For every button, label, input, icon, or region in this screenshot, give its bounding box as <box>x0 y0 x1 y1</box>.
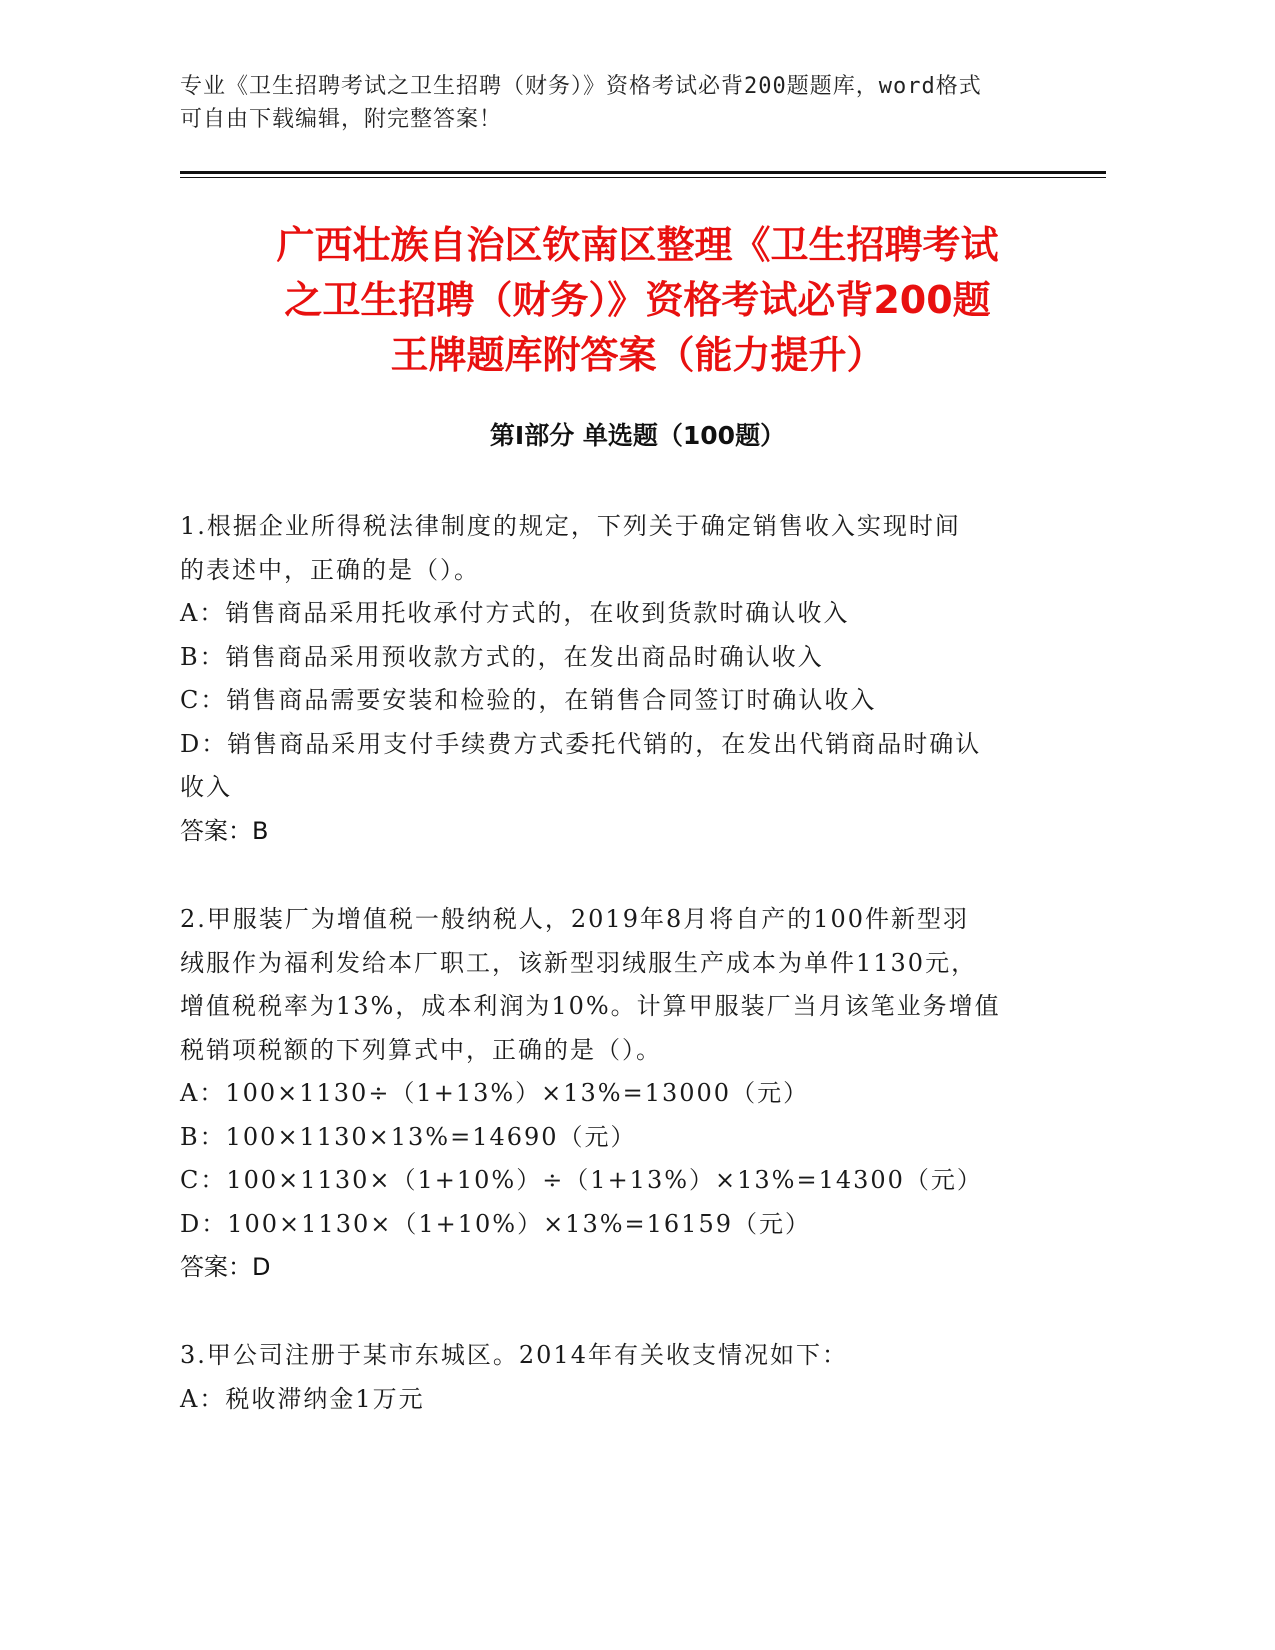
question-2-stem-line: 增值税税率为13%，成本利润为10%。计算甲服装厂当月该笔业务增值 <box>180 992 1001 1020</box>
section-heading: 第Ⅰ部分 单选题（100题） <box>489 421 786 450</box>
header-rule-thick <box>180 171 1106 174</box>
question-1-option-d-continued: 收入 <box>180 773 232 801</box>
header-rule-thin <box>180 177 1106 178</box>
question-1-option-c: C：销售商品需要安装和检验的，在销售合同签订时确认收入 <box>180 686 877 714</box>
question-1 <box>180 505 1040 853</box>
question-3-option-a: A：税收滞纳金1万元 <box>180 1384 425 1413</box>
question-1-stem-line: 的表述中，正确的是（）。 <box>180 555 480 584</box>
question-1-option-b: B：销售商品采用预收款方式的，在发出商品时确认收入 <box>180 642 824 671</box>
question-2-option-d: D：100×1130×（1+10%）×13%=16159（元） <box>180 1209 811 1238</box>
document-title-line-2: 之卫生招聘（财务）》资格考试必背200题 <box>284 278 991 322</box>
question-2-stem-line: 2.甲服装厂为增值税一般纳税人，2019年8月将自产的100件新型羽 <box>180 905 970 933</box>
question-3-stem-line: 3.甲公司注册于某市东城区。2014年有关收支情况如下： <box>180 1341 848 1369</box>
question-1-option-d: D：销售商品采用支付手续费方式委托代销的，在发出代销商品时确认 <box>180 729 982 758</box>
question-2-answer: 答案：D <box>180 1253 271 1281</box>
document-title <box>180 218 1095 383</box>
question-2-option-b: B：100×1130×13%=14690（元） <box>180 1122 637 1151</box>
question-2 <box>180 898 1040 1290</box>
question-2-stem-line: 绒服作为福利发给本厂职工，该新型羽绒服生产成本为单件1130元， <box>180 948 978 977</box>
question-1-stem-line: 1.根据企业所得税法律制度的规定，下列关于确定销售收入实现时间 <box>180 512 961 540</box>
document-title-line-3: 王牌题库附答案（能力提升） <box>390 333 885 377</box>
header-note <box>180 70 1050 136</box>
question-1-option-a: A：销售商品采用托收承付方式的，在收到货款时确认收入 <box>180 599 850 627</box>
header-note-line-2: 可自由下载编辑，附完整答案！ <box>180 107 503 132</box>
question-2-option-c: C：100×1130×（1+10%）÷（1+13%）×13%=14300（元） <box>180 1166 983 1194</box>
question-2-stem-line: 税销项税额的下列算式中，正确的是（）。 <box>180 1035 662 1064</box>
question-1-answer: 答案：B <box>180 816 269 845</box>
question-2-option-a: A：100×1130÷（1+13%）×13%=13000（元） <box>180 1079 810 1107</box>
document-title-line-1: 广西壮族自治区钦南区整理《卫生招聘考试 <box>276 223 999 267</box>
header-note-line-1: 专业《卫生招聘考试之卫生招聘（财务）》资格考试必背200题题库，word格式 <box>180 74 982 99</box>
question-3 <box>180 1334 1040 1421</box>
